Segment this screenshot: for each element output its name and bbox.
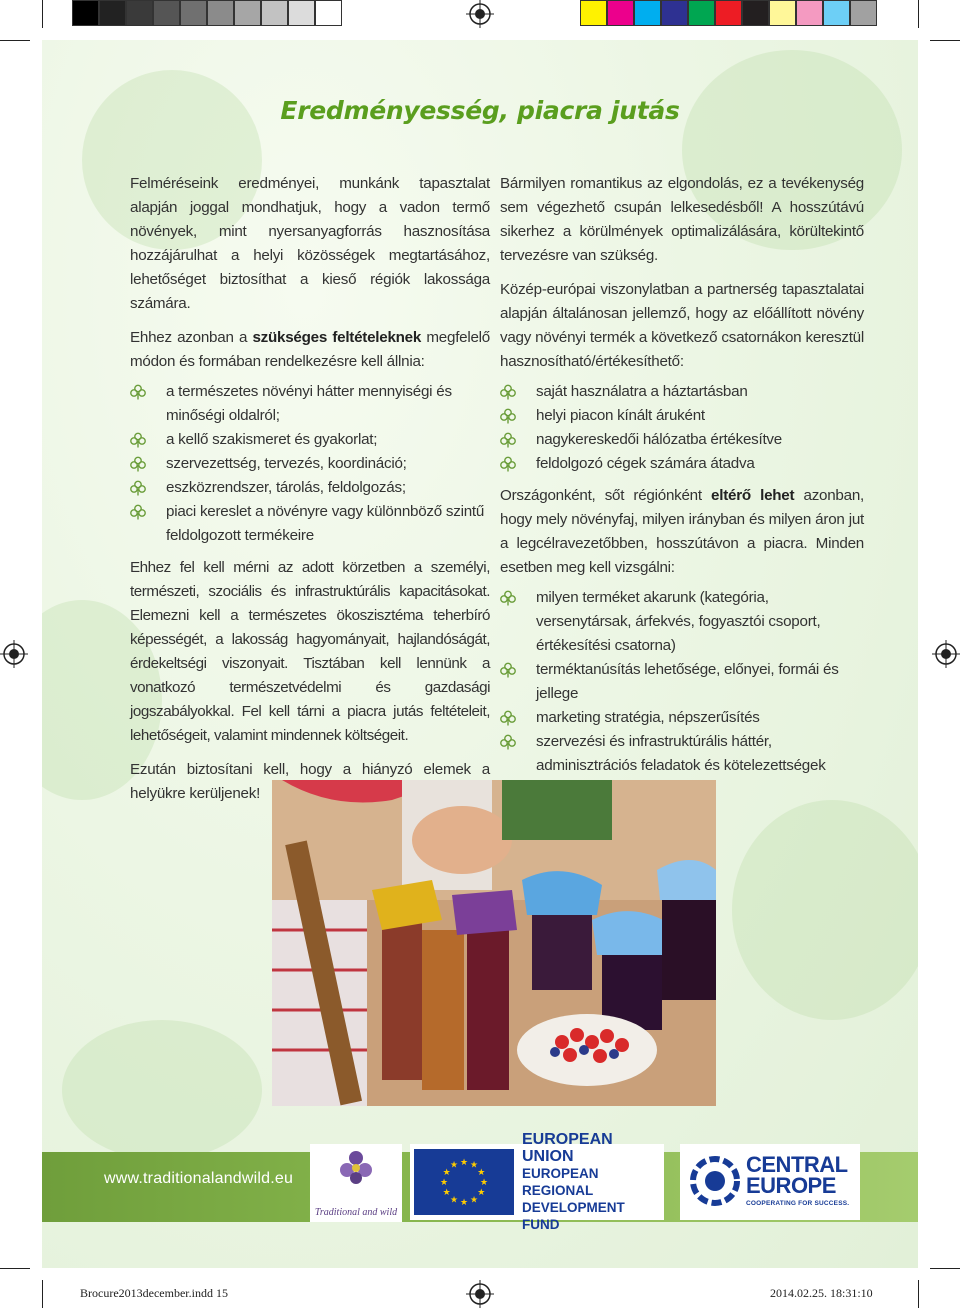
ce-line-2: EUROPE	[746, 1173, 836, 1198]
eu-star: ★	[442, 1187, 451, 1197]
crop-mark	[930, 1268, 960, 1269]
channel-item-text: helyi piacon kínált áruként	[536, 407, 705, 424]
timestamp-slug: 2014.02.25. 18:31:10	[770, 1286, 873, 1300]
condition-item	[130, 500, 490, 548]
gray-swatch	[180, 0, 207, 26]
eu-star: ★	[469, 1159, 479, 1170]
condition-item	[130, 428, 490, 452]
ce-wordmark	[746, 1154, 848, 1196]
conditions-emphasis: szükséges feltételeknek	[252, 329, 422, 346]
eu-star: ★	[459, 1197, 469, 1207]
central-europe-logo	[680, 1144, 860, 1220]
condition-item-text: a kellő szakismeret és gyakorlat;	[166, 431, 378, 448]
registration-mark-bottom	[466, 1280, 494, 1308]
clover-bullet-icon	[130, 480, 146, 496]
clover-bullet-icon	[500, 710, 516, 726]
color-swatch	[580, 0, 607, 26]
color-swatch	[607, 0, 634, 26]
eu-flag-icon	[414, 1149, 514, 1215]
gray-swatch	[234, 0, 261, 26]
check-item	[500, 586, 864, 658]
closing-paragraph: Ezután biztosítani kell, hogy a hiányzó elemek a helyükre kerüljenek!	[130, 761, 490, 802]
right-column	[500, 172, 864, 786]
gray-swatch	[153, 0, 180, 26]
eu-star: ★	[459, 1157, 469, 1167]
color-swatch	[661, 0, 688, 26]
flower-icon	[336, 1148, 376, 1188]
channel-item	[500, 428, 864, 452]
clover-bullet-icon	[130, 504, 146, 520]
color-swatch	[769, 0, 796, 26]
eu-star: ★	[469, 1194, 479, 1205]
gray-swatch	[315, 0, 342, 26]
color-swatch	[823, 0, 850, 26]
brochure-page	[42, 40, 918, 1268]
color-swatch-bar	[580, 0, 877, 26]
page-title: Eredményesség, piacra jutás	[280, 96, 680, 125]
check-item	[500, 706, 864, 730]
channel-item	[500, 380, 864, 404]
gray-swatch	[126, 0, 153, 26]
check-item	[500, 658, 864, 706]
color-swatch	[715, 0, 742, 26]
left-column	[130, 172, 490, 816]
eu-fund-text	[522, 1131, 664, 1233]
color-swatch	[688, 0, 715, 26]
crop-mark	[918, 0, 919, 28]
check-item-text: marketing stratégia, népszerűsítés	[536, 709, 760, 726]
clover-bullet-icon	[500, 590, 516, 606]
color-swatch	[796, 0, 823, 26]
regional-emphasis: eltérő lehet	[711, 487, 795, 504]
condition-item	[130, 380, 490, 428]
channel-item	[500, 404, 864, 428]
color-swatch	[634, 0, 661, 26]
market-jars-photo	[272, 780, 716, 1106]
crop-mark	[0, 1268, 30, 1269]
eu-line-2: EUROPEAN REGIONAL	[522, 1166, 599, 1198]
gray-swatch	[99, 0, 126, 26]
gray-swatch	[207, 0, 234, 26]
clover-bullet-icon	[500, 662, 516, 678]
ce-tagline: COOPERATING FOR SUCCESS.	[746, 1200, 850, 1207]
check-item-text: terméktanúsítás lehetősége, előnyei, formái és jellege	[536, 661, 839, 702]
eu-funding-logo	[410, 1131, 664, 1232]
website-url[interactable]: www.traditionalandwild.eu	[104, 1170, 294, 1187]
check-item-text: szervezési és infrastruktúrális háttér, adminisztrációs feladatok és kötelezettségek	[536, 733, 826, 774]
gray-swatch	[288, 0, 315, 26]
eu-star: ★	[439, 1177, 449, 1187]
ce-line-1: CENTRAL	[746, 1152, 848, 1177]
right-intro-paragraph: Bármilyen romantikus az elgondolás, ez a tevékenység sem végezhető csupán lelkesedésből! A hosszútávú sikerhez a körülmények optimalizálására, körültekintő tervezésre van szükség.	[500, 175, 864, 264]
eu-star: ★	[449, 1159, 459, 1170]
crop-mark	[0, 40, 30, 41]
regional-paragraph: Országonként, sőt régiónként eltérő lehet azonban, hogy mely növényfaj, milyen irányban és milyen áron jut a legcélravezetőbben, hosszútávon a piacra. Minden esetben meg kell vizsgálni:	[500, 487, 864, 576]
crop-mark	[930, 40, 960, 41]
crop-mark	[42, 1280, 43, 1308]
eu-star: ★	[479, 1177, 489, 1187]
background-clover	[62, 1020, 262, 1160]
tw-logo-text: Traditional and wild	[314, 1207, 398, 1218]
checks-list	[500, 586, 864, 778]
gray-swatch-bar	[72, 0, 342, 26]
gray-swatch	[261, 0, 288, 26]
clover-bullet-icon	[500, 384, 516, 400]
crop-mark	[918, 1280, 919, 1308]
clover-bullet-icon	[130, 456, 146, 472]
condition-item-text: szervezettség, tervezés, koordináció;	[166, 455, 407, 472]
gray-swatch	[72, 0, 99, 26]
channel-item	[500, 452, 864, 476]
crop-mark	[42, 0, 43, 28]
ce-ring-icon	[688, 1154, 742, 1208]
check-item-text: milyen terméket akarunk (kategória, versenytársak, árfekvés, fogyasztói csoport, értékesítési csatorna)	[536, 589, 821, 654]
left-intro-paragraph: Felméréseink eredményei, munkánk tapasztalat alapján joggal mondhatjuk, hogy a vadon termő növények, mint nyersanyagforrás hasznosítása hozzájárulhat a helyi közösségek megtartásához, lehetőséget biztosíthat a kieső régiók lakossága számára.	[130, 175, 490, 312]
clover-bullet-icon	[130, 384, 146, 400]
background-clover	[732, 800, 918, 1020]
condition-item-text: eszközrendszer, tárolás, feldolgozás;	[166, 479, 406, 496]
channel-item-text: nagykereskedői hálózatba értékesítve	[536, 431, 782, 448]
conditions-paragraph: Ehhez azonban a szükséges feltételeknek megfelelő módon és formában rendelkezésre kell állnia:	[130, 329, 490, 370]
eu-star: ★	[477, 1187, 486, 1197]
eu-line-3: DEVELOPMENT FUND	[522, 1200, 625, 1232]
eu-star: ★	[477, 1167, 486, 1177]
condition-item-text: a természetes növényi hátter mennyiségi és minőségi oldalról;	[166, 383, 452, 424]
condition-item-text: piaci kereslet a növényre vagy különnböző szintű feldolgozott termékeire	[166, 503, 485, 544]
registration-mark-left	[0, 640, 28, 668]
color-swatch	[850, 0, 877, 26]
color-swatch	[742, 0, 769, 26]
channels-list	[500, 380, 864, 476]
channel-item-text: feldolgozó cégek számára átadva	[536, 455, 755, 472]
registration-mark-top	[466, 0, 494, 28]
conditions-list	[130, 380, 490, 548]
clover-bullet-icon	[130, 432, 146, 448]
market-jars-illustration	[272, 780, 716, 1106]
assessment-paragraph: Ehhez fel kell mérni az adott körzetben a személyi, természeti, szociális és infrastruktúrális kapacitásokat. Elemezni kell a természetes ökoszisztéma teherbíró képességét, a lakosság hagyományait, hajlandóságát, érdekeltségi viszonyait. Tisztában kell lennünk a vonatkozó természetvédelmi és gazdasági jogszabályokkal. Fel kell tárni a piacra jutás feltételeit, lehetőségeit, valamint mindennek költségeit.	[130, 559, 490, 744]
check-item	[500, 730, 864, 778]
condition-item	[130, 476, 490, 500]
eu-star: ★	[449, 1194, 459, 1205]
eu-line-1: EUROPEAN UNION	[522, 1131, 613, 1165]
clover-bullet-icon	[500, 456, 516, 472]
clover-bullet-icon	[500, 432, 516, 448]
channel-item-text: saját használatra a háztartásban	[536, 383, 748, 400]
file-slug: Brocure2013december.indd 15	[80, 1286, 228, 1300]
traditional-and-wild-logo	[310, 1144, 402, 1222]
clover-bullet-icon	[500, 408, 516, 424]
clover-bullet-icon	[500, 734, 516, 750]
condition-item	[130, 452, 490, 476]
eu-star: ★	[442, 1167, 451, 1177]
registration-mark-right	[932, 640, 960, 668]
partnership-paragraph: Közép-európai viszonylatban a partnerség tapasztalatai alapján általánosan jellemző, hogy az előállított növény vagy növényi termék a következő csatornákon keresztül hasznosítható/értékesíthető:	[500, 281, 864, 370]
